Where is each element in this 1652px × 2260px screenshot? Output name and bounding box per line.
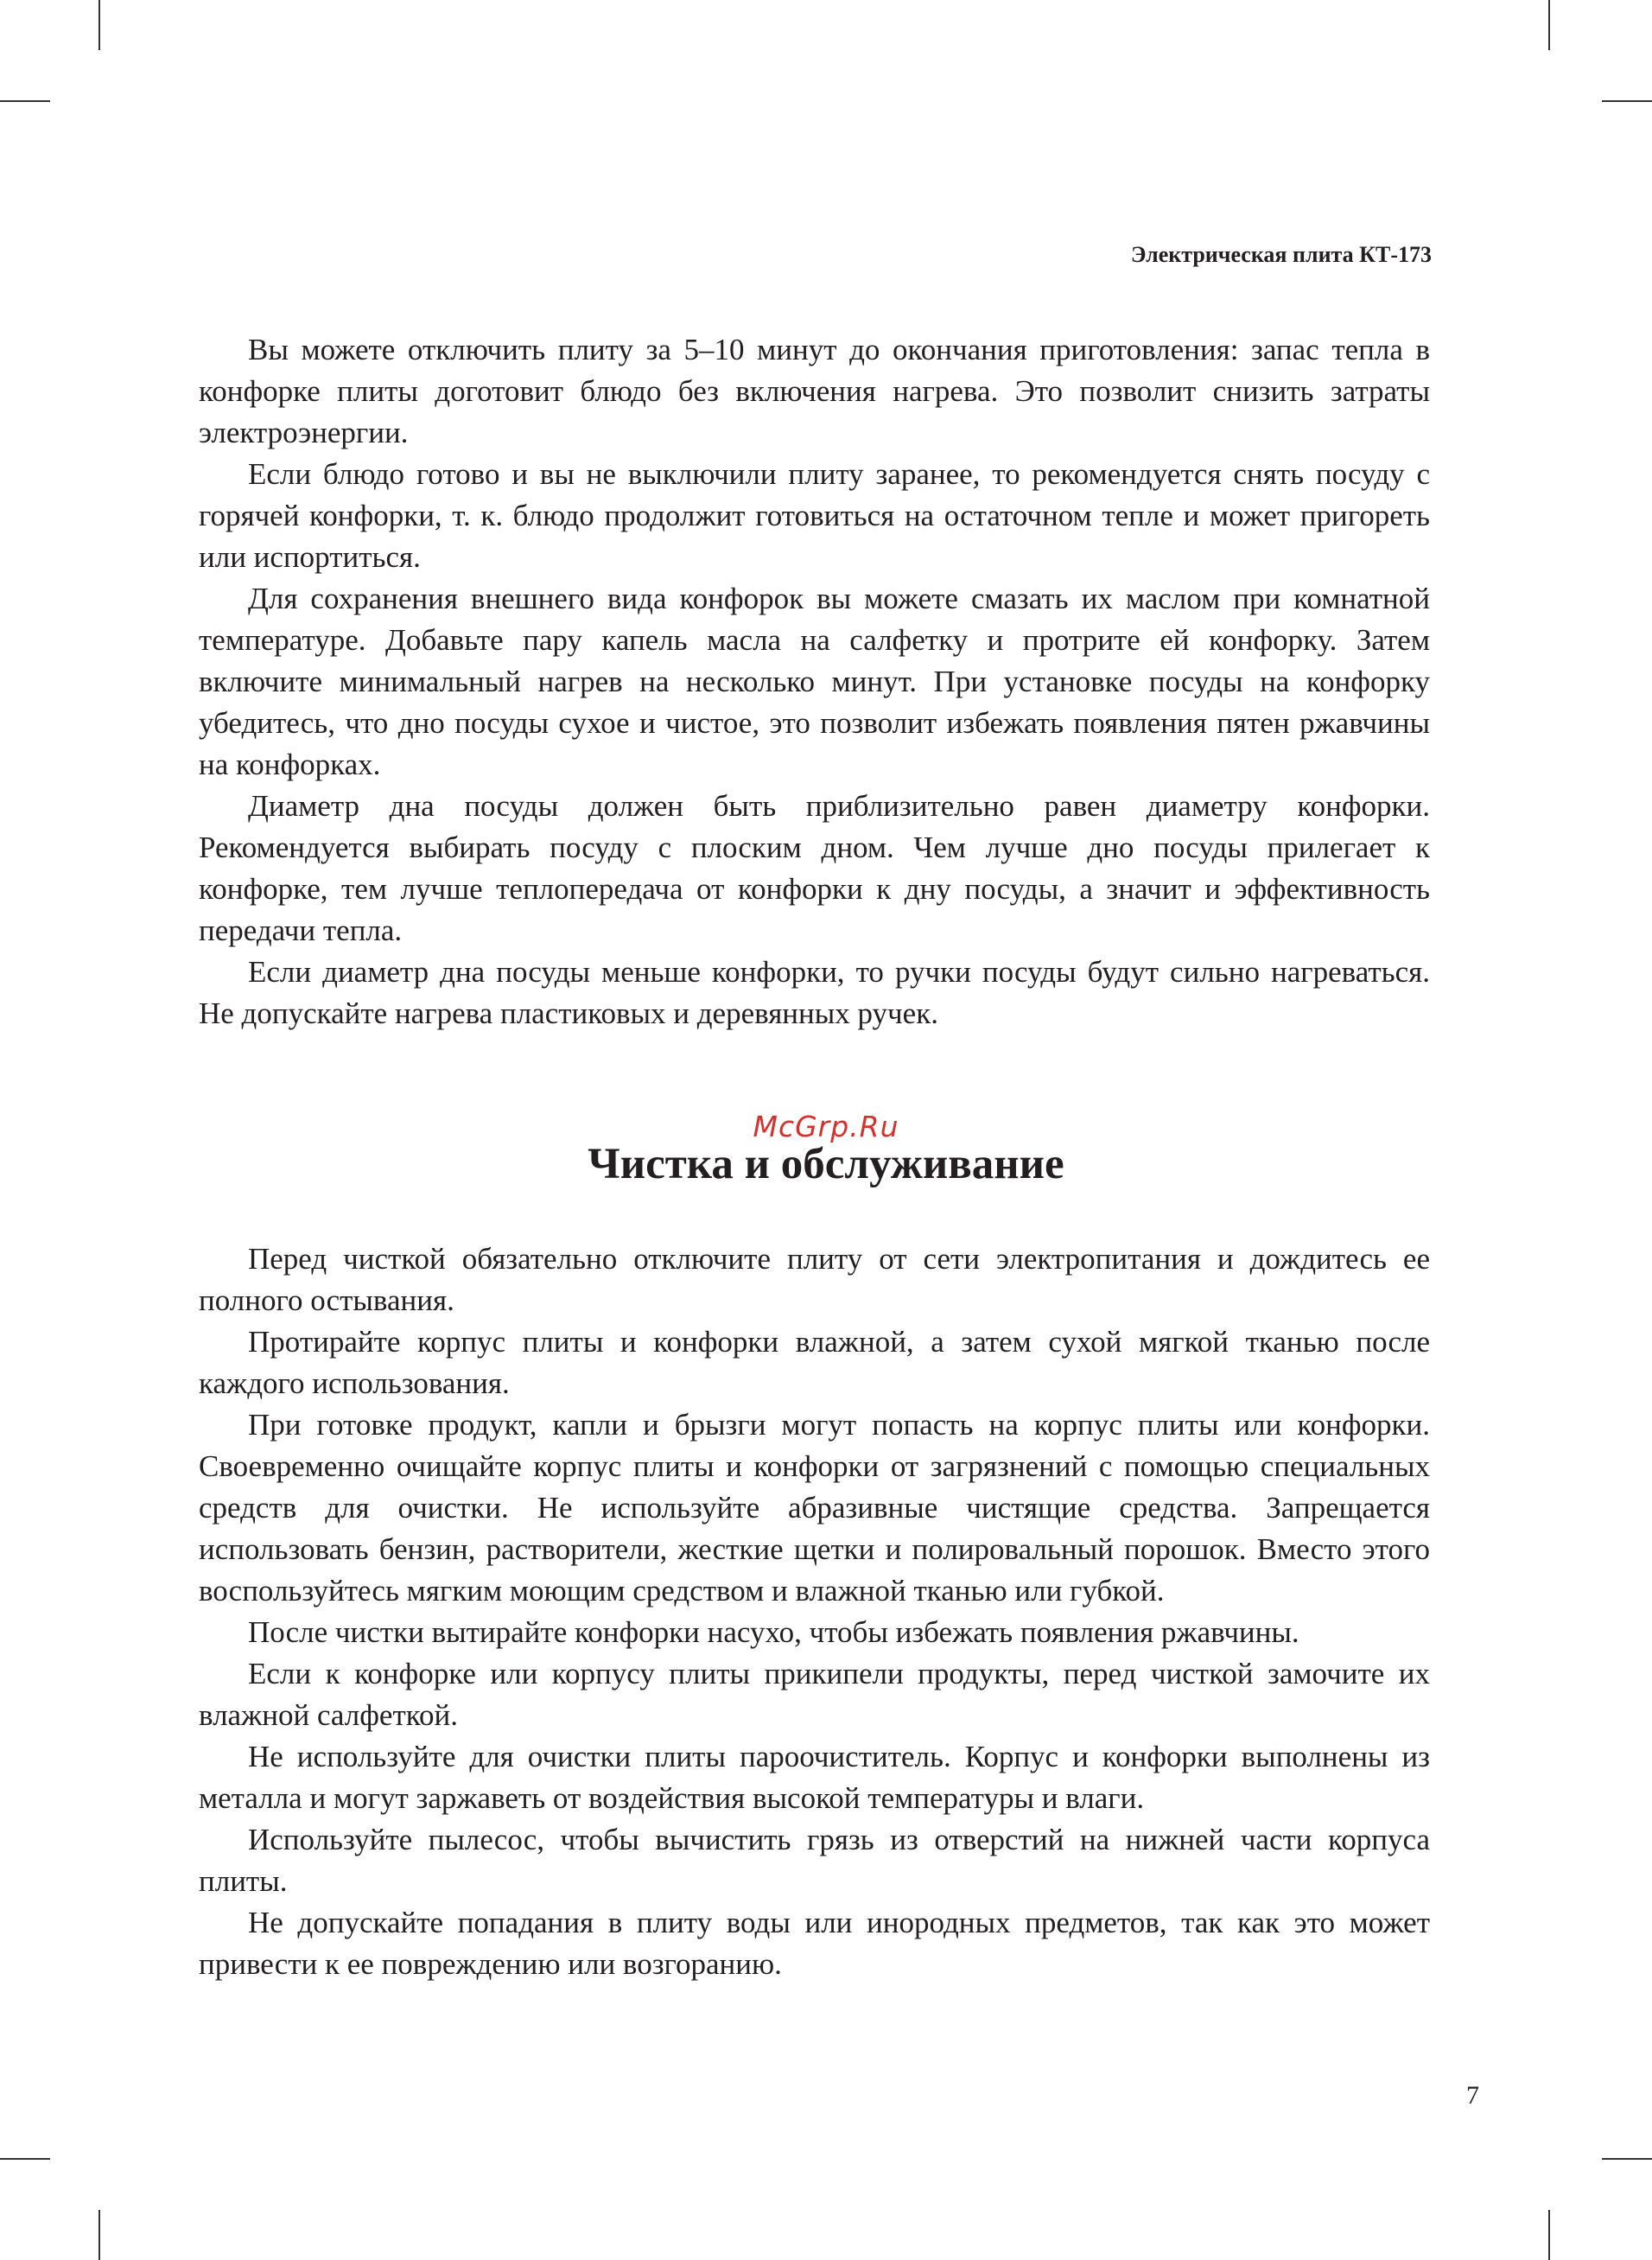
crop-mark-bottom-right (1548, 2210, 1550, 2260)
paragraph: Если диаметр дна посуды меньше конфорки, то ручки посуды будут сильно нагреваться. Не допускайте нагрева пластиковых и деревянных ручек. (199, 955, 1430, 1030)
crop-mark-left-top (0, 100, 50, 102)
paragraph: Если к конфорке или корпусу плиты прикипели продукты, перед чисткой замочите их влажной салфеткой. (199, 1657, 1430, 1732)
watermark: McGrp.Ru (753, 1110, 899, 1143)
section-2-body (199, 1238, 1430, 1985)
crop-mark-right-bottom (1602, 2158, 1652, 2160)
paragraph: Не используйте для очистки плиты пароочиститель. Корпус и конфорки выполнены из металла и могут заржаветь от воздействия высокой температуры и влаги. (199, 1740, 1430, 1815)
section-title: Чистка и обслуживание (588, 1140, 1064, 1188)
crop-mark-bottom-left (98, 2210, 100, 2260)
page-number: 7 (1466, 2081, 1479, 2110)
section-1-body (199, 329, 1430, 1035)
paragraph: Вы можете отключить плиту за 5–10 минут до окончания приготовления: запас тепла в конфорке плиты доготовит блюдо без включения нагрева. Это позволит снизить затраты электроэнергии. (199, 333, 1430, 449)
paragraph: Перед чисткой обязательно отключите плиту от сети электропитания и дождитесь ее полного остывания. (199, 1242, 1430, 1317)
paragraph: Не допускайте попадания в плиту воды или инородных предметов, так как это может привести к ее повреждению или возгоранию. (199, 1906, 1430, 1981)
paragraph: Если блюдо готово и вы не выключили плиту заранее, то рекомендуется снять посуду с горячей конфорки, т. к. блюдо продолжит готовиться на остаточном тепле и может пригореть или испортиться. (199, 457, 1430, 574)
crop-mark-left-bottom (0, 2158, 50, 2160)
crop-mark-top-right (1548, 0, 1550, 50)
paragraph: При готовке продукт, капли и брызги могут попасть на корпус плиты или конфорки. Своевременно очищайте корпус плиты и конфорки от загрязнений с помощью специальных средств для очистки. Не используйте абразивные чистящие средства. Запрещается использовать бензин, растворители, жесткие щетки и полировальный порошок. Вместо этого воспользуйтесь мягким моющим средством и влажной тканью или губкой. (199, 1408, 1430, 1607)
crop-mark-top-left (98, 0, 100, 50)
paragraph: Используйте пылесос, чтобы вычистить грязь из отверстий на нижней части корпуса плиты. (199, 1823, 1430, 1898)
crop-mark-right-top (1602, 100, 1652, 102)
paragraph: Для сохранения внешнего вида конфорок вы можете смазать их маслом при комнатной температуре. Добавьте пару капель масла на салфетку и протрите ей конфорку. Затем включите минимальный нагрев на несколько минут. При установке посуды на конфорку убедитесь, что дно посуды сухое и чистое, это позволит избежать появления пятен ржавчины на конфорках. (199, 582, 1430, 781)
paragraph: Протирайте корпус плиты и конфорки влажной, а затем сухой мягкой тканью после каждого использования. (199, 1325, 1430, 1400)
paragraph: После чистки вытирайте конфорки насухо, чтобы избежать появления ржавчины. (248, 1615, 1299, 1649)
running-head-title: Электрическая плита КТ-173 (1130, 242, 1432, 267)
paragraph: Диаметр дна посуды должен быть приблизительно равен диаметру конфорки. Рекомендуется выбирать посуду с плоским дном. Чем лучше дно посуды прилегает к конфорке, тем лучше теплопередача от конфорки к дну посуды, а значит и эффективность передачи тепла. (199, 789, 1430, 947)
